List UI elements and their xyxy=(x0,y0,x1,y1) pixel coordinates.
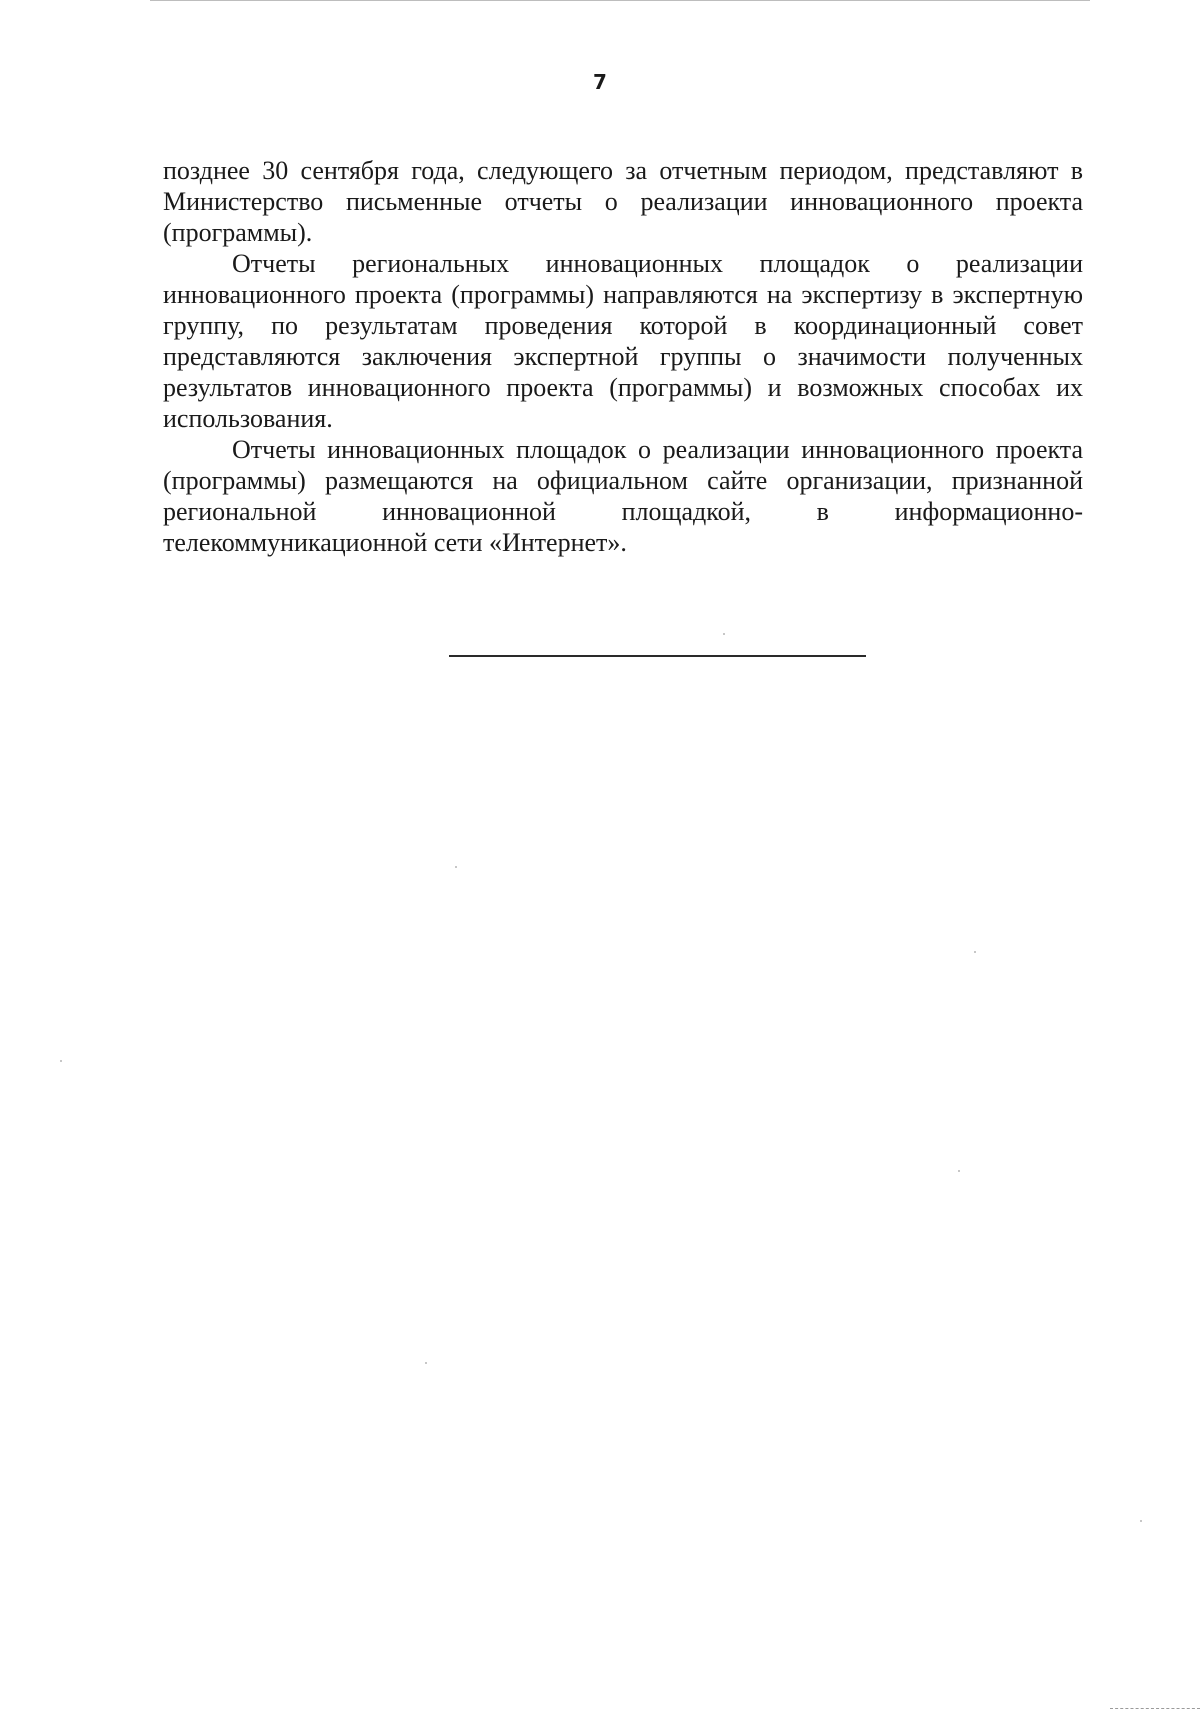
scan-speck xyxy=(958,1170,960,1172)
paragraph-2: Отчеты региональных инновационных площадок о реализации инновационного проекта (программы) направляются на экспертизу в экспертную группу, по результатам проведения которой в координационный совет представляются заключения экспертной группы о значимости полученных результатов инновационного проекта (программы) и возможных способах их использования. xyxy=(163,249,1083,433)
scan-speck xyxy=(723,633,725,635)
scan-edge-bottom xyxy=(1110,1708,1200,1709)
scan-speck xyxy=(455,866,457,868)
paragraph-1: позднее 30 сентября года, следующего за отчетным периодом, представляют в Министерство письменные отчеты о реализации инновационного проекта (программы). xyxy=(163,156,1083,247)
closing-rule xyxy=(449,655,866,657)
scan-speck xyxy=(974,951,976,953)
scan-speck xyxy=(425,1362,427,1364)
document-body xyxy=(163,155,1083,558)
scan-speck xyxy=(60,1060,62,1062)
page-number: 7 xyxy=(593,70,607,94)
scan-edge-top xyxy=(150,0,1090,1)
scan-speck xyxy=(1140,1520,1142,1522)
paragraph-3: Отчеты инновационных площадок о реализации инновационного проекта (программы) размещаются на официальном сайте организации, признанной региональной инновационной площадкой, в информационно-телекоммуникационной сети «Интернет». xyxy=(163,435,1083,557)
